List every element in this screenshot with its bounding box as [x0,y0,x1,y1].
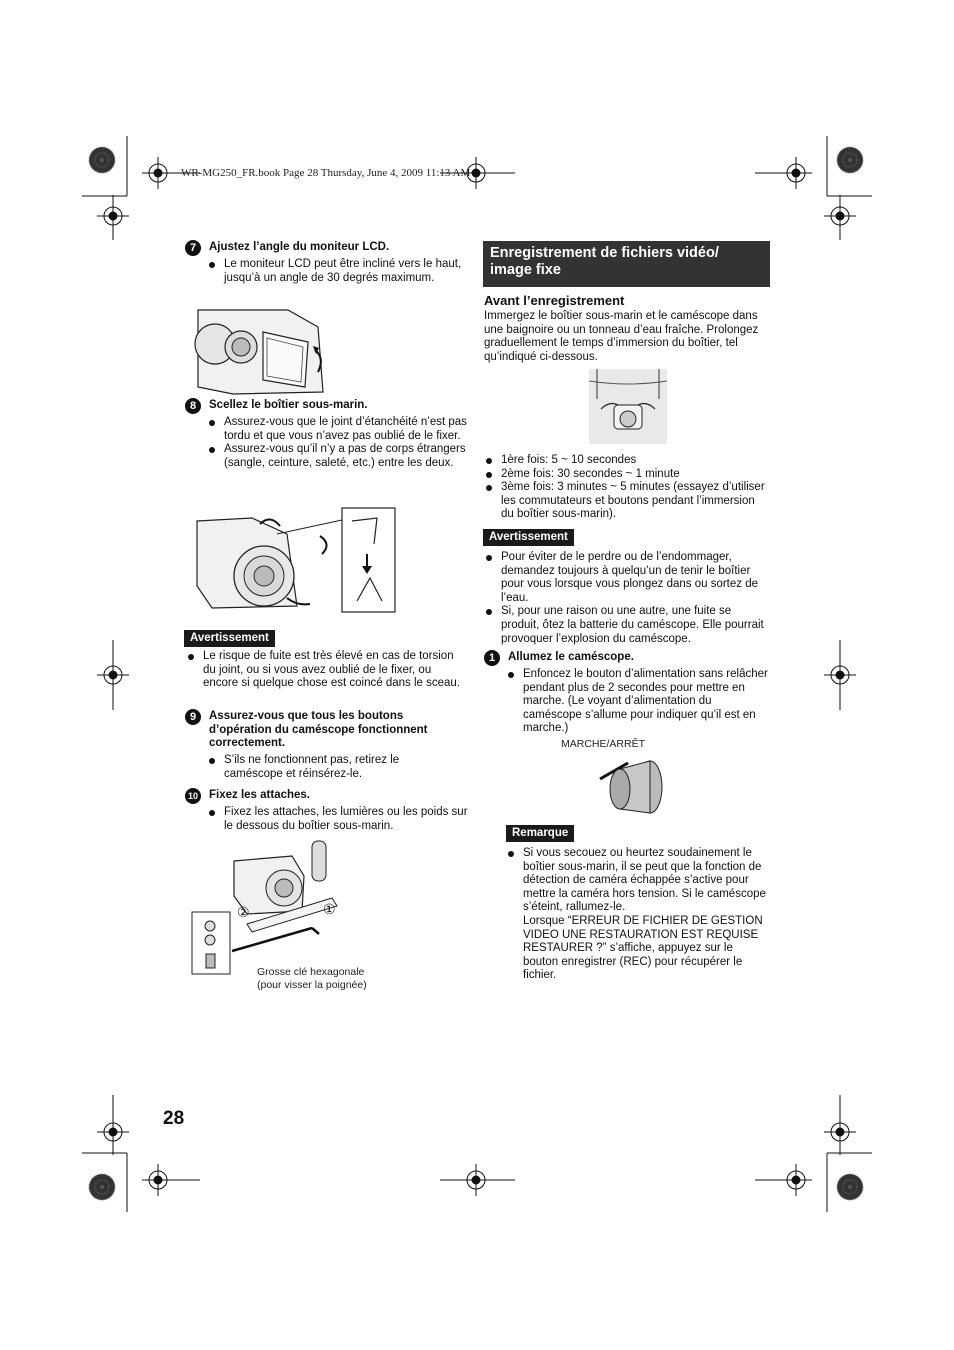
list-item: 2ème fois: 30 secondes ~ 1 minute [484,468,769,482]
list-item: S’ils ne fonctionnent pas, retirez le caméscope et réinsérez-le. [207,754,459,781]
step-number: 9 [185,709,201,725]
warning-label: Avertissement [184,630,275,647]
list-item: Si vous secouez ou heurtez soudainement le boîtier sous-marin, il se peut que la fonction de détection de caméra échappée s’active pour mettre la caméra hors tension. Si le caméscope s’éteint, rallumez-le. Lorsque “ERREUR DE FICHIER DE GESTION VIDEO UNE RESTAURATION EST REQUISE RESTAURER ?” s’affiche, appuyez sur le bouton enregistrer (REC) pour récupérer le fichier. [506,847,770,983]
caption-line: Grosse clé hexagonale [257,966,365,978]
step-7-bullets [207,258,465,285]
list-item: Assurez-vous que le joint d’étanchéité n’est pas tordu et que vous n’avez pas oublié de le fixer. [207,416,469,443]
callout-2: ② [237,904,250,920]
figure-caption [257,966,417,991]
list-item: Le risque de fuite est très élevé en cas de torsion du joint, ou si vous avez oublié de le fixer, ou encore si quelque chose est coincé dans le sceau. [186,650,462,691]
button-label: MARCHE/ARRÊT [561,738,646,750]
warning-bullets [484,551,769,646]
step-number: 1 [484,650,500,666]
warning-bullets [186,650,462,691]
intro-paragraph: Immergez le boîtier sous-marin et le caméscope dans une baignoire ou un tonneau d’eau fraîche. Prolongez graduellement le temps d’immersion du boîtier, tel qu’indiqué ci-dessous. [484,310,759,363]
section-title: Enregistrement de fichiers vidéo/ image fixe [483,241,770,287]
list-item: 3ème fois: 3 minutes ~ 5 minutes (essayez d’utiliser les commutateurs et boutons pendant l’immersion du boîtier sous-marin). [484,481,769,522]
callout-1: ① [323,901,336,917]
list-item: Assurez-vous qu’il n’y a pas de corps étrangers (sangle, ceinture, saleté, etc.) entre les deux. [207,443,469,470]
list-item: Fixez les attaches, les lumières ou les poids sur le dessous du boîtier sous-marin. [207,806,477,833]
step-1-bullets [506,668,770,736]
step-8-bullets [207,416,469,470]
lcd-angle-illustration [193,302,333,397]
step-number: 10 [185,788,201,804]
list-item: Si, pour une raison ou une autre, une fuite se produit, ôtez la batterie du caméscope. Elle pourrait provoquer l’explosion du caméscope. [484,605,769,646]
list-item: Enfoncez le bouton d’alimentation sans relâcher pendant plus de 2 secondes pour mettre en marche. (Le voyant d’alimentation du caméscope s’allume pour indiquer qu’il est en marche.) [506,668,770,736]
list-item: Le moniteur LCD peut être incliné vers le haut, jusqu’à un angle de 30 degrés maximum. [207,258,465,285]
note-bullets [506,847,770,983]
step-number: 8 [185,398,201,414]
list-item: 1ère fois: 5 ~ 10 secondes [484,454,769,468]
step-title: Allumez le caméscope. [508,651,634,663]
warning-label: Avertissement [483,529,574,546]
step-title: Fixez les attaches. [209,789,310,801]
step-title: Assurez-vous que tous les boutons d’opération du caméscope fonctionnent correctement. [209,710,428,750]
step-number: 7 [185,240,201,256]
immersion-illustration [589,369,667,444]
note-label: Remarque [506,825,574,842]
immersion-times [484,454,769,522]
seal-housing-illustration [192,506,402,614]
caption-line: (pour visser la poignée) [257,978,367,991]
step-9-bullets [207,754,459,781]
page-number: 28 [163,1108,185,1129]
step-10-bullets [207,806,477,833]
list-item: Pour éviter de le perdre ou de l’endommager, demandez toujours à quelqu’un de tenir le boîtier pour vous lorsque vous plongez dans ou sortez de l’eau. [484,551,769,605]
step-title: Scellez le boîtier sous-marin. [209,399,368,411]
step-title: Ajustez l’angle du moniteur LCD. [209,241,390,253]
power-button-illustration [598,755,668,817]
subheading: Avant l’enregistrement [484,293,625,308]
file-info-header: WR-MG250_FR.book Page 28 Thursday, June 4, 2009 11:13 AM [181,167,471,179]
